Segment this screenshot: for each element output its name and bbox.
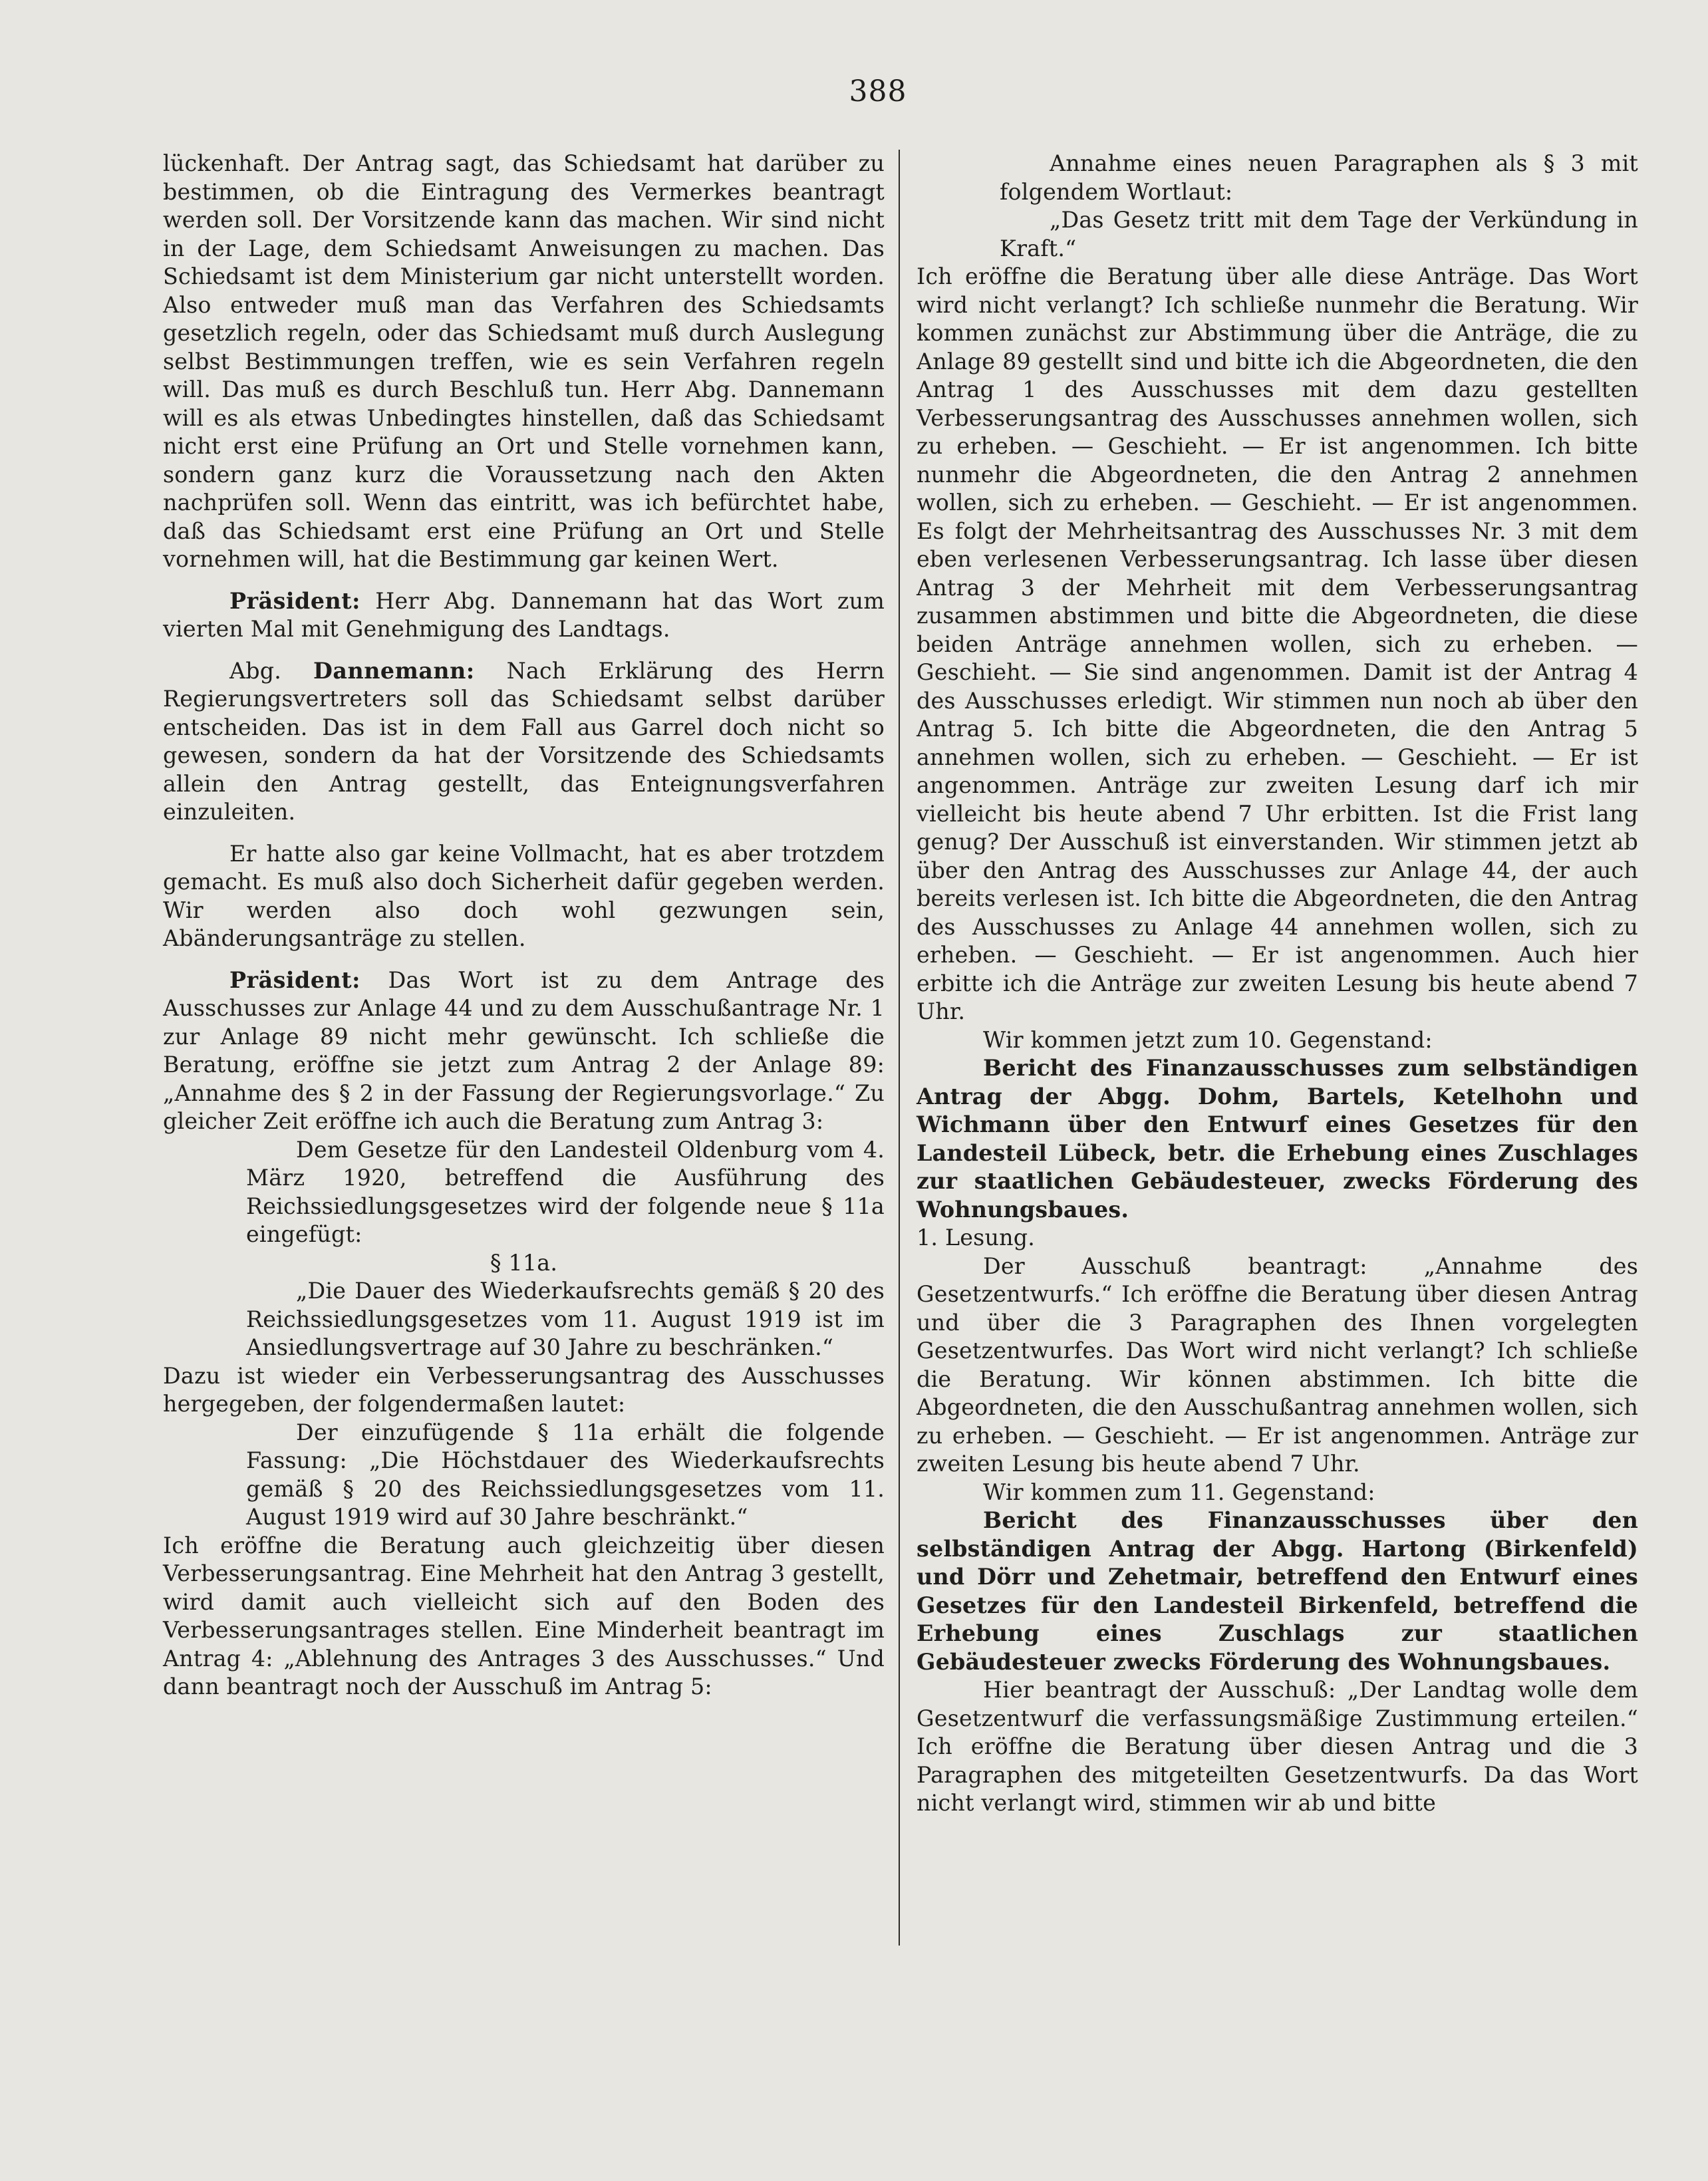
column-divider [899, 150, 900, 1946]
paragraph-text: Bericht des Finanzausschusses über den selbständigen Antrag der Abgg. Hartong (Birkenfeld) und Dörr und Zehetmair, betreffend den Entwurf eines Gesetzes für den Landesteil Birkenfeld, betreffend die Erhebung eines Zuschlags zur staatlichen Gebäudesteuer zwecks Förderung des Wohnungsbaues. [917, 1507, 1638, 1675]
paragraph-text: Dazu ist wieder ein Verbesserungsantrag des Ausschusses hergegeben, der folgendermaßen lautet: [163, 1362, 885, 1417]
paragraph [163, 150, 885, 574]
paragraph [246, 1419, 885, 1532]
paragraph-text: Annahme eines neuen Paragraphen als § 3 mit folgendem Wortlaut: [1000, 150, 1638, 205]
paragraph [917, 1676, 1638, 1818]
paragraph-text: 1. Lesung. [917, 1225, 1036, 1250]
paragraph [917, 1252, 1638, 1479]
paragraph [1000, 150, 1638, 206]
speaker-name: Präsident: [229, 587, 360, 614]
paragraph [163, 587, 885, 644]
paragraph [246, 1136, 885, 1249]
paragraph [917, 1026, 1638, 1055]
paragraph-text: Der Ausschuß beantragt: „Annahme des Gesetzentwurfs.“ Ich eröffne die Beratung über diesen Antrag und über die 3 Paragraphen des Ihnen vorgelegten Gesetzentwurfes. Das Wort wird nicht verlangt? Ich schließe die Beratung. Wir können abstimmen. Ich bitte die Abgeordneten, die den Ausschußantrag annehmen wollen, sich zu erheben. — Geschieht. — Er ist angenommen. Anträge zur zweiten Lesung bis heute abend 7 Uhr. [917, 1252, 1638, 1477]
speaker-prefix: Abg. [229, 657, 282, 684]
paragraph [246, 1277, 885, 1362]
paragraph-text: Ich eröffne die Beratung über alle diese Anträge. Das Wort wird nicht verlangt? Ich schließe nunmehr die Beratung. Wir kommen zunächst zur Abstimmung über die Anträge, die zu Anlage 89 gestellt sind und bitte ich die Abgeordneten, die den Antrag 1 des Ausschusses mit dem dazu gestellten Verbesserungsantrag des Ausschusses annehmen wollen, sich zu erheben. — Geschieht. — Er ist angenommen. Ich bitte nunmehr die Abgeordneten, die den Antrag 2 annehmen wollen, sich zu erheben. — Geschieht. — Er ist angenommen. Es folgt der Mehrheitsantrag des Ausschusses Nr. 3 mit dem eben verlesenen Verbesserungsantrag. Ich lasse über diesen Antrag 3 der Mehrheit mit dem Verbesserungsantrag zusammen abstimmen und bitte die Abgeordneten, die diese beiden Anträge annehmen wollen, sich zu erheben. — Geschieht. — Sie sind angenommen. Damit ist der Antrag 4 des Ausschusses erledigt. Wir stimmen nun noch ab über den Antrag 5. Ich bitte die Abgeordneten, die den Antrag 5 annehmen wollen, sich zu erheben. — Geschieht. — Er ist angenommen. Anträge zur zweiten Lesung darf ich mir vielleicht bis heute abend 7 Uhr erbitten. Ist die Frist lang genug? Der Ausschuß ist einverstanden. Wir stimmen jetzt ab über den Antrag des Ausschusses zur Anlage 44, der auch bereits verlesen ist. Ich bitte die Abgeordneten, die den Antrag des Ausschusses zu Anlage 44 annehmen wollen, sich zu erheben. — Geschieht. — Er ist angenommen. Auch hier erbitte ich die Anträge zur zweiten Lesung bis heute abend 7 Uhr. [917, 263, 1638, 1024]
paragraph [163, 1532, 885, 1701]
paragraph-text: Ich eröffne die Beratung auch gleichzeitig über diesen Verbesserungsantrag. Eine Mehrheit hat den Antrag 3 gestellt, wird damit auch vielleicht sich auf den Boden des Verbesserungsantrages stellen. Eine Minderheit beantragt im Antrag 4: „Ablehnung des Antrages 3 des Ausschusses.“ Und dann beantragt noch der Ausschuß im Antrag 5: [163, 1532, 885, 1699]
paragraph-text: § 11a. [490, 1249, 558, 1276]
paragraph [163, 1362, 885, 1419]
paragraph-text: Wir kommen jetzt zum 10. Gegenstand: [983, 1026, 1433, 1053]
paragraph [163, 840, 885, 953]
speaker-name: Präsident: [229, 966, 360, 993]
paragraph [163, 657, 885, 827]
paragraph [917, 1479, 1638, 1507]
paragraph-text: lückenhaft. Der Antrag sagt, das Schiedsamt hat darüber zu bestimmen, ob die Eintragung des Vermerkes beantragt werden soll. Der Vorsitzende kann das machen. Wir sind nicht in der Lage, dem Schiedsamt Anweisungen zu machen. Das Schiedsamt ist dem Ministerium gar nicht unterstellt worden. Also entweder muß man das Verfahren des Schiedsamts gesetzlich regeln, oder das Schiedsamt muß durch Auslegung selbst Bestimmungen treffen, wie es sein Verfahren regeln will. Das muß es durch Beschluß tun. Herr Abg. Dannemann will es als etwas Unbedingtes hinstellen, daß das Schiedsamt nicht erst eine Prüfung an Ort und Stelle vornehmen kann, sondern ganz kurz die Voraussetzung nach den Akten nachprüfen soll. Wenn das eintritt, was ich befürchtet habe, daß das Schiedsamt erst eine Prüfung an Ort und Stelle vornehmen will, hat die Bestimmung gar keinen Wert. [163, 150, 885, 572]
paragraph [917, 1224, 1638, 1252]
speaker-name: Dannemann: [313, 657, 475, 684]
paragraph-text: Wir kommen zum 11. Gegenstand: [983, 1479, 1375, 1505]
right-column [917, 150, 1638, 1818]
paragraph-text: Herr Abg. Dannemann hat das Wort zum vierten Mal mit Genehmigung des Landtags. [163, 587, 885, 642]
paragraph [163, 966, 885, 1136]
section-heading [917, 1507, 1638, 1676]
page-number: 388 [849, 74, 907, 108]
paragraph-text: Hier beantragt der Ausschuß: „Der Landtag wolle dem Gesetzentwurf die verfassungsmäßige Zustimmung erteilen.“ Ich eröffne die Beratung über diesen Antrag und die 3 Paragraphen des mitgeteilten Gesetzentwurfs. Da das Wort nicht verlangt wird, stimmen wir ab und bitte [917, 1677, 1638, 1816]
paragraph-text: Er hatte also gar keine Vollmacht, hat es aber trotzdem gemacht. Es muß also doch Sicherheit dafür gegeben werden. Wir werden also doch wohl gezwungen sein, Abänderungsanträge zu stellen. [163, 840, 885, 951]
paragraph [917, 263, 1638, 1026]
paragraph-text: Das Wort ist zu dem Antrage des Ausschusses zur Anlage 44 und zu dem Ausschußantrage Nr. 1 zur Anlage 89 nicht mehr gewünscht. Ich schließe die Beratung, eröffne sie jetzt zum Antrag 2 der Anlage 89: „Annahme des § 2 in der Fassung der Regierungsvorlage.“ Zu gleicher Zeit eröffne ich auch die Beratung zum Antrag 3: [163, 966, 885, 1134]
section-heading [917, 1054, 1638, 1224]
paragraph-text: Dem Gesetze für den Landesteil Oldenburg vom 4. März 1920, betreffend die Ausführung des Reichssiedlungsgesetzes wird der folgende neue § 11a eingefügt: [246, 1136, 885, 1247]
left-column [163, 150, 885, 1701]
paragraph [1000, 206, 1638, 263]
paragraph-text: Der einzufügende § 11a erhält die folgende Fassung: „Die Höchstdauer des Wiederkaufsrechts gemäß § 20 des Reichssiedlungsgesetzes vom 11. August 1919 wird auf 30 Jahre beschränkt.“ [246, 1419, 885, 1530]
paragraph-text: „Die Dauer des Wiederkaufsrechts gemäß § 20 des Reichssiedlungsgesetzes vom 11. August 1919 ist im Ansiedlungsvertrage auf 30 Jahre zu beschränken.“ [246, 1278, 885, 1360]
paragraph-text: Nach Erklärung des Herrn Regierungsvertreters soll das Schiedsamt selbst darüber entscheiden. Das ist in dem Fall aus Garrel doch nicht so gewesen, sondern da hat der Vorsitzende des Schiedsamts allein den Antrag gestellt, das Enteignungsverfahren einzuleiten. [163, 657, 885, 825]
paragraph [163, 1249, 885, 1278]
paragraph-text: „Das Gesetz tritt mit dem Tage der Verkündung in Kraft.“ [1000, 207, 1638, 261]
paragraph-text: Bericht des Finanzausschusses zum selbständigen Antrag der Abgg. Dohm, Bartels, Ketelhohn und Wichmann über den Entwurf eines Gesetzes für den Landesteil Lübeck, betr. die Erhebung eines Zuschlages zur staatlichen Gebäudesteuer, zwecks Förderung des Wohnungsbaues. [917, 1055, 1638, 1223]
